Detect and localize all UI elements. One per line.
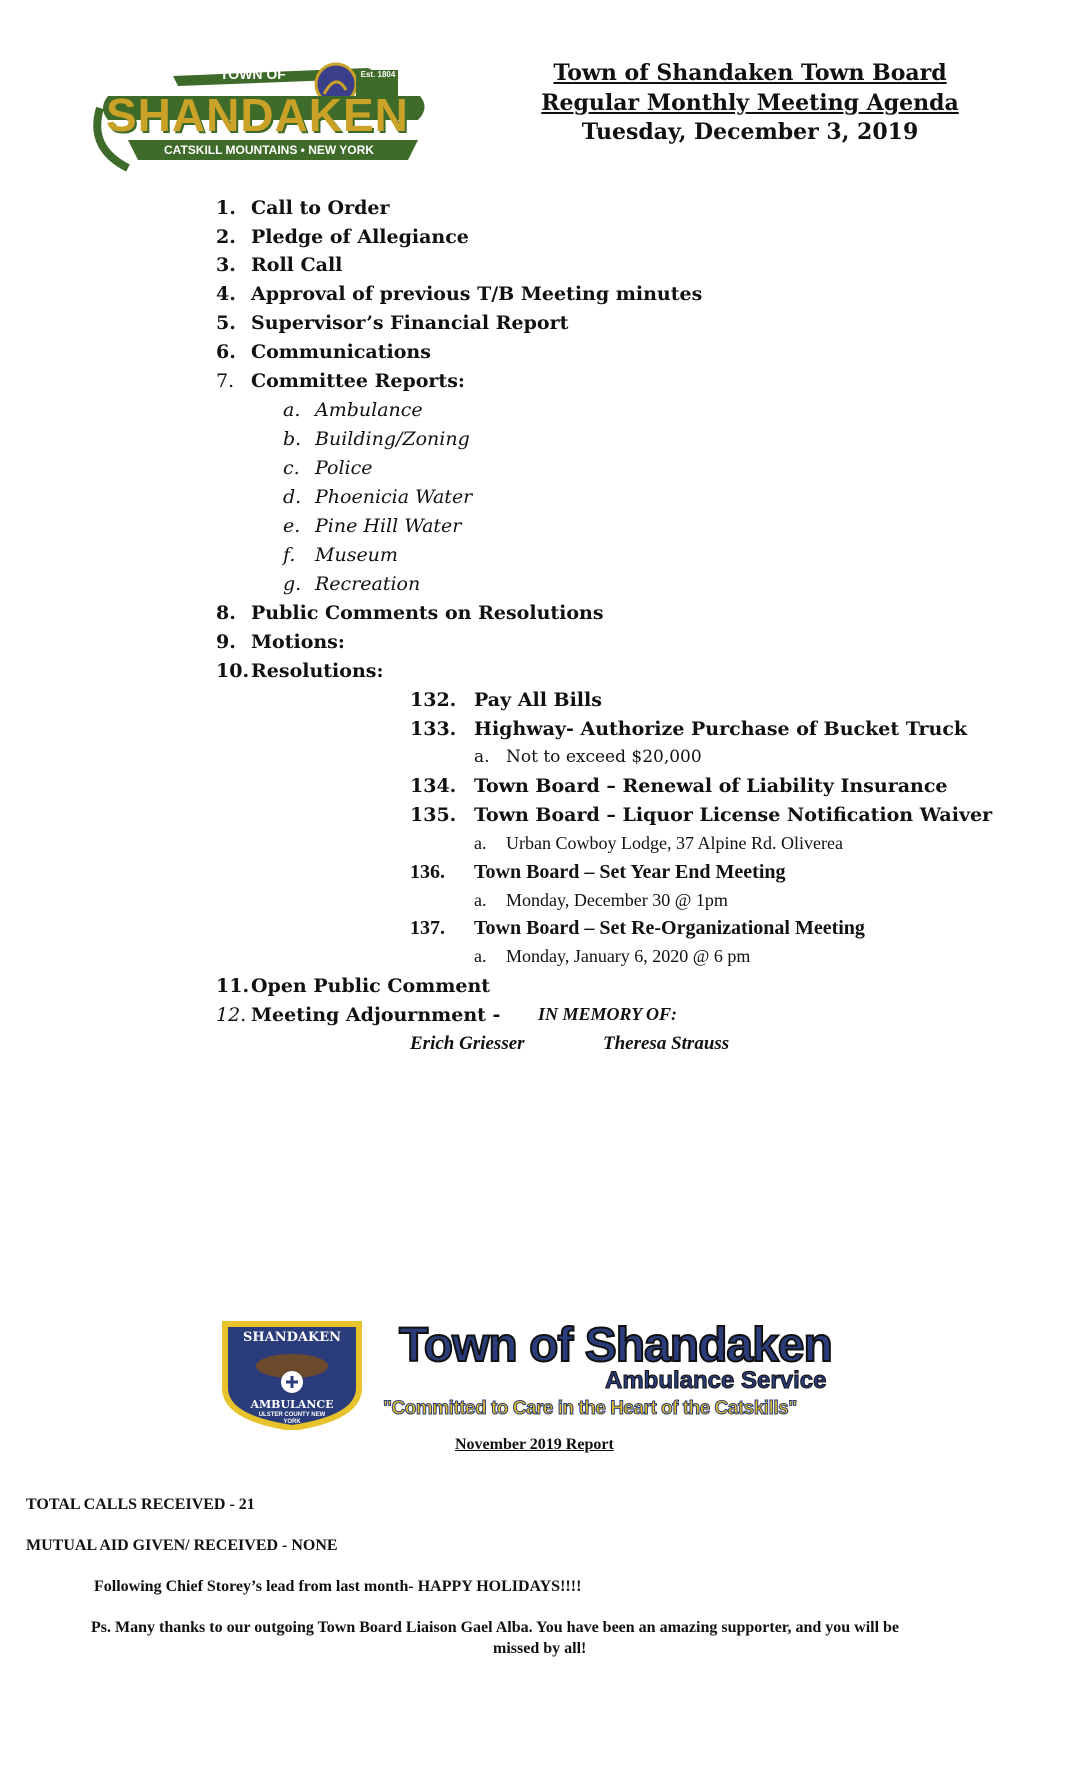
report-calls: TOTAL CALLS RECEIVED - 21 — [26, 1496, 255, 1513]
resolution-sub — [474, 747, 702, 767]
report-mutual-aid: MUTUAL AID GIVEN/ RECEIVED - NONE — [26, 1537, 338, 1554]
agenda-text: Committee Reports: — [251, 370, 465, 392]
agenda-item — [216, 660, 383, 682]
agenda-num: 6. — [216, 341, 236, 363]
resolution-num: 135. — [410, 804, 457, 826]
agenda-text: Motions: — [251, 631, 345, 653]
memory-name: Erich Griesser — [410, 1033, 525, 1054]
report-ps-line1: Ps. Many thanks to our outgoing Town Board Liaison Gael Alba. You have been an amazing supporter, and you will be — [91, 1619, 900, 1636]
agenda-item — [216, 1004, 500, 1026]
resolution-sub-letter: a. — [474, 747, 490, 767]
header-date: Tuesday, December 3, 2019 — [581, 119, 919, 145]
agenda-num: 3. — [216, 254, 236, 276]
report-ps-line2: missed by all! — [493, 1640, 587, 1657]
agenda-num: 8. — [216, 602, 236, 624]
town-logo — [88, 48, 438, 173]
ambulance-logo — [217, 1318, 857, 1430]
agenda-item — [216, 197, 390, 219]
committee-item — [283, 486, 472, 508]
agenda-item — [216, 975, 490, 997]
committee-item — [283, 515, 461, 537]
badge-top: SHANDAKEN — [242, 1330, 342, 1345]
resolution-item — [410, 917, 865, 940]
committee-letter: b. — [283, 428, 302, 450]
committee-letter: e. — [283, 515, 301, 537]
agenda-item — [216, 370, 465, 392]
agenda-item — [216, 631, 345, 653]
resolution-text: Town Board – Set Re-Organizational Meeting — [474, 917, 865, 939]
resolution-text: Highway- Authorize Purchase of Bucket Truck — [474, 718, 968, 740]
committee-item — [283, 457, 373, 479]
committee-text: Museum — [315, 544, 398, 566]
agenda-item — [216, 602, 604, 624]
logo-town-of: TOWN OF — [220, 66, 286, 82]
committee-letter: g. — [283, 573, 302, 595]
resolution-item — [410, 689, 602, 711]
committee-text: Police — [315, 457, 373, 479]
logo-est: Est. 1804 — [360, 70, 396, 79]
committee-letter: d. — [283, 486, 302, 508]
committee-letter: f. — [283, 544, 296, 566]
committee-text: Recreation — [315, 573, 421, 595]
agenda-num: 5. — [216, 312, 236, 334]
agenda-item — [216, 254, 342, 276]
agenda-item — [216, 283, 702, 305]
ambulance-subtitle: Ambulance Service — [605, 1367, 827, 1394]
agenda-item — [216, 341, 431, 363]
committee-letter: a. — [283, 399, 301, 421]
committee-text: Pine Hill Water — [315, 515, 462, 537]
resolution-sub-letter: a. — [474, 890, 487, 910]
resolution-num: 133. — [410, 718, 457, 740]
resolution-text: Pay All Bills — [474, 689, 602, 711]
ambulance-title: Town of Shandaken — [399, 1319, 832, 1372]
agenda-item — [216, 312, 568, 334]
resolution-sub-letter: a. — [474, 946, 487, 966]
agenda-text: Approval of previous T/B Meeting minutes — [251, 283, 703, 305]
resolution-sub — [474, 946, 750, 967]
agenda-text: Supervisor’s Financial Report — [251, 312, 569, 334]
resolution-sub-text: Monday, January 6, 2020 @ 6 pm — [506, 946, 751, 966]
agenda-text: Resolutions: — [251, 660, 384, 682]
agenda-num: 9. — [216, 631, 236, 653]
resolution-sub — [474, 890, 728, 911]
committee-item — [283, 399, 423, 421]
resolution-num: 134. — [410, 775, 457, 797]
resolution-text: Town Board – Renewal of Liability Insurance — [474, 775, 948, 797]
resolution-num: 132. — [410, 689, 457, 711]
memory-name: Theresa Strauss — [603, 1033, 730, 1054]
badge-small: ULSTER COUNTY NEW YORK — [258, 1412, 326, 1425]
agenda-num: 7. — [216, 370, 235, 392]
resolution-text: Town Board – Set Year End Meeting — [474, 861, 786, 883]
resolution-item — [410, 718, 967, 740]
resolution-text: Town Board – Liquor License Notification Waiver — [474, 804, 993, 826]
resolution-sub-text: Not to exceed $20,000 — [506, 747, 702, 767]
agenda-num: 10. — [216, 660, 250, 682]
logo-shandaken: SHANDAKEN — [106, 89, 409, 141]
agenda-text: Communications — [251, 341, 431, 363]
committee-item — [283, 544, 398, 566]
resolution-item — [410, 804, 992, 826]
logo-catskill: CATSKILL MOUNTAINS • NEW YORK — [164, 143, 374, 157]
header-title: Town of Shandaken Town Board — [553, 60, 947, 86]
resolution-sub — [474, 833, 843, 854]
agenda-text: Call to Order — [251, 197, 390, 219]
report-holidays: Following Chief Storey’s lead from last month- HAPPY HOLIDAYS!!!! — [94, 1578, 582, 1595]
committee-text: Building/Zoning — [315, 428, 470, 450]
committee-text: Ambulance — [315, 399, 423, 421]
resolution-num: 137. — [410, 917, 445, 939]
resolution-item — [410, 775, 948, 797]
committee-item — [283, 428, 470, 450]
resolution-sub-letter: a. — [474, 833, 487, 853]
resolution-item — [410, 861, 786, 884]
agenda-text: Open Public Comment — [251, 975, 491, 997]
resolution-sub-text: Monday, December 30 @ 1pm — [506, 890, 728, 910]
agenda-text: Pledge of Allegiance — [251, 226, 469, 248]
committee-text: Phoenicia Water — [315, 486, 473, 508]
committee-item — [283, 573, 420, 595]
agenda-num: 12. — [216, 1004, 247, 1026]
ambulance-tagline: "Committed to Care in the Heart of the Catskills" — [383, 1398, 797, 1419]
header-subtitle: Regular Monthly Meeting Agenda — [541, 90, 959, 116]
resolution-num: 136. — [410, 861, 445, 883]
agenda-text: Roll Call — [251, 254, 343, 276]
agenda-num: 1. — [216, 197, 236, 219]
memory-label: IN MEMORY OF: — [538, 1004, 678, 1024]
agenda-num: 4. — [216, 283, 236, 305]
committee-letter: c. — [283, 457, 300, 479]
resolution-sub-text: Urban Cowboy Lodge, 37 Alpine Rd. Oliverea — [506, 833, 843, 853]
agenda-item — [216, 226, 469, 248]
report-title: November 2019 Report — [455, 1436, 614, 1453]
agenda-text: Public Comments on Resolutions — [251, 602, 604, 624]
agenda-num: 2. — [216, 226, 236, 248]
agenda-text: Meeting Adjournment - — [251, 1004, 501, 1026]
agenda-num: 11. — [216, 975, 250, 997]
badge-bottom: AMBULANCE — [250, 1398, 334, 1411]
